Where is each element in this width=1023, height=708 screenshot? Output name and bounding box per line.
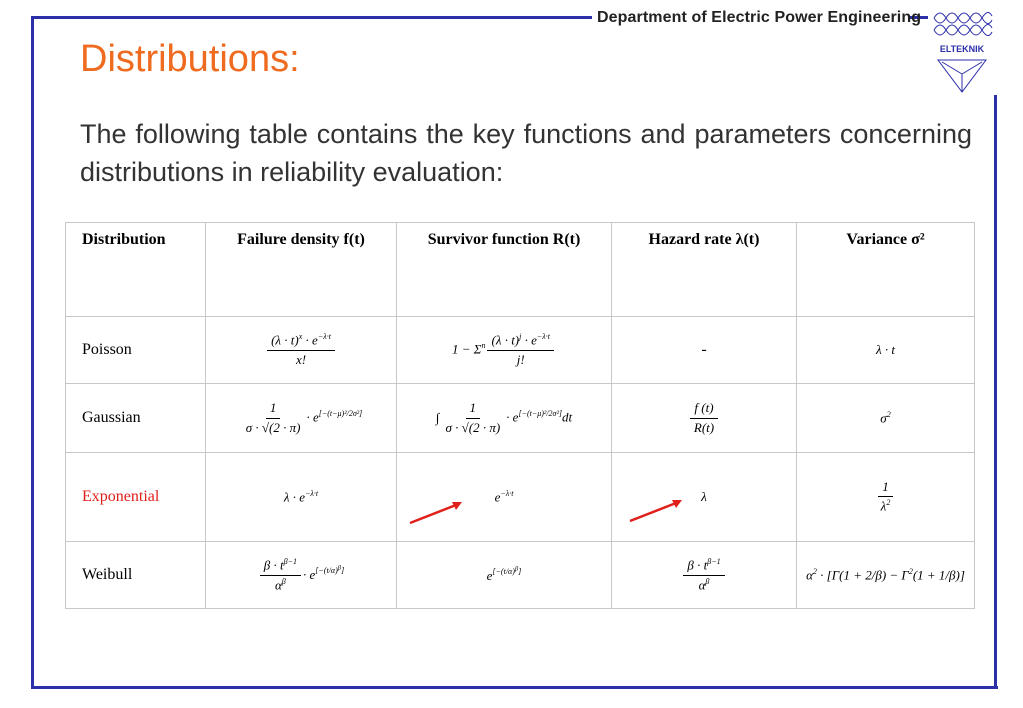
red-arrow-survivor — [408, 501, 466, 525]
gaussian-hazard-formula: $\frac{f (t)}{R(t)}$ — [612, 384, 797, 453]
poisson-variance-formula: λ · t — [797, 317, 975, 384]
red-arrow-hazard — [628, 499, 686, 523]
header-variance: Variance σ² — [797, 223, 975, 317]
gaussian-variance-formula: $\sigma^2$ — [797, 384, 975, 453]
header-failure-density: Failure density f(t) — [206, 223, 397, 317]
poisson-hazard: - — [612, 317, 797, 384]
frame-right-line — [994, 95, 997, 689]
frame-top-line — [32, 16, 592, 19]
exponential-density-formula: $\lambda \cdot e^{-\lambda\cdot t}$ — [206, 453, 397, 542]
table-row-weibull — [66, 542, 975, 609]
weibull-density-formula: $\frac{\beta \cdot t^{\beta-1}}{\alpha^\beta}$ · e[−(t/α)β] — [206, 542, 397, 609]
exponential-survivor-formula: $e^{-\lambda\cdot t}$ — [397, 453, 612, 542]
header-hazard-rate: Hazard rate λ(t) — [612, 223, 797, 317]
table-row-exponential — [66, 453, 975, 542]
row-name-exponential: Exponential — [66, 453, 206, 542]
frame-left-line — [31, 16, 34, 688]
distributions-table — [65, 222, 975, 609]
gaussian-density-formula: $\frac{1}{\sigma \cdot √(2 \cdot \pi)}$ · e[−(t−μ)²/2σ²] — [206, 384, 397, 453]
poisson-survivor-formula: $1 - \Sigma^n$ $\frac{(\lambda \cdot t)^j \cdot e^{-\lambda\cdot t}}{j!}$ — [397, 317, 612, 384]
row-name-gaussian: Gaussian — [66, 384, 206, 453]
intro-paragraph: The following table contains the key functions and parameters concerning distributions in reliability evaluation: — [80, 119, 972, 187]
table-header-row — [66, 223, 975, 317]
table-row-poisson — [66, 317, 975, 384]
elteknik-logo — [928, 4, 996, 94]
exponential-hazard-formula: λ — [612, 453, 797, 542]
weibull-variance-formula: $\alpha^2 \cdot [\Gamma(1 + 2/\beta) - \Gamma^2(1 + 1/\beta)]$ — [797, 542, 975, 609]
row-name-weibull: Weibull — [66, 542, 206, 609]
exponential-variance-formula: $\frac{1}{\lambda^2}$ — [797, 453, 975, 542]
frame-bottom-line — [31, 686, 998, 689]
header-survivor-function: Survivor function R(t) — [397, 223, 612, 317]
slide-title: Distributions: — [80, 38, 300, 80]
gaussian-survivor-formula: ∫ $\frac{1}{\sigma \cdot √(2 \cdot \pi)}$ · e[−(t−μ)²/2σ²]dt — [397, 384, 612, 453]
table-row-gaussian — [66, 384, 975, 453]
department-name: Department of Electric Power Engineering — [597, 9, 922, 26]
row-name-poisson: Poisson — [66, 317, 206, 384]
header-distribution: Distribution — [66, 223, 206, 317]
weibull-hazard-formula: $\frac{\beta \cdot t^{\beta-1}}{\alpha^\beta}$ — [612, 542, 797, 609]
svg-text:ELTEKNIK: ELTEKNIK — [939, 44, 985, 54]
poisson-density-formula: $\frac{(\lambda \cdot t)^x \cdot e^{-\lambda\cdot t}}{x!}$ — [206, 317, 397, 384]
weibull-survivor-formula: e[−(t/α)β] — [397, 542, 612, 609]
